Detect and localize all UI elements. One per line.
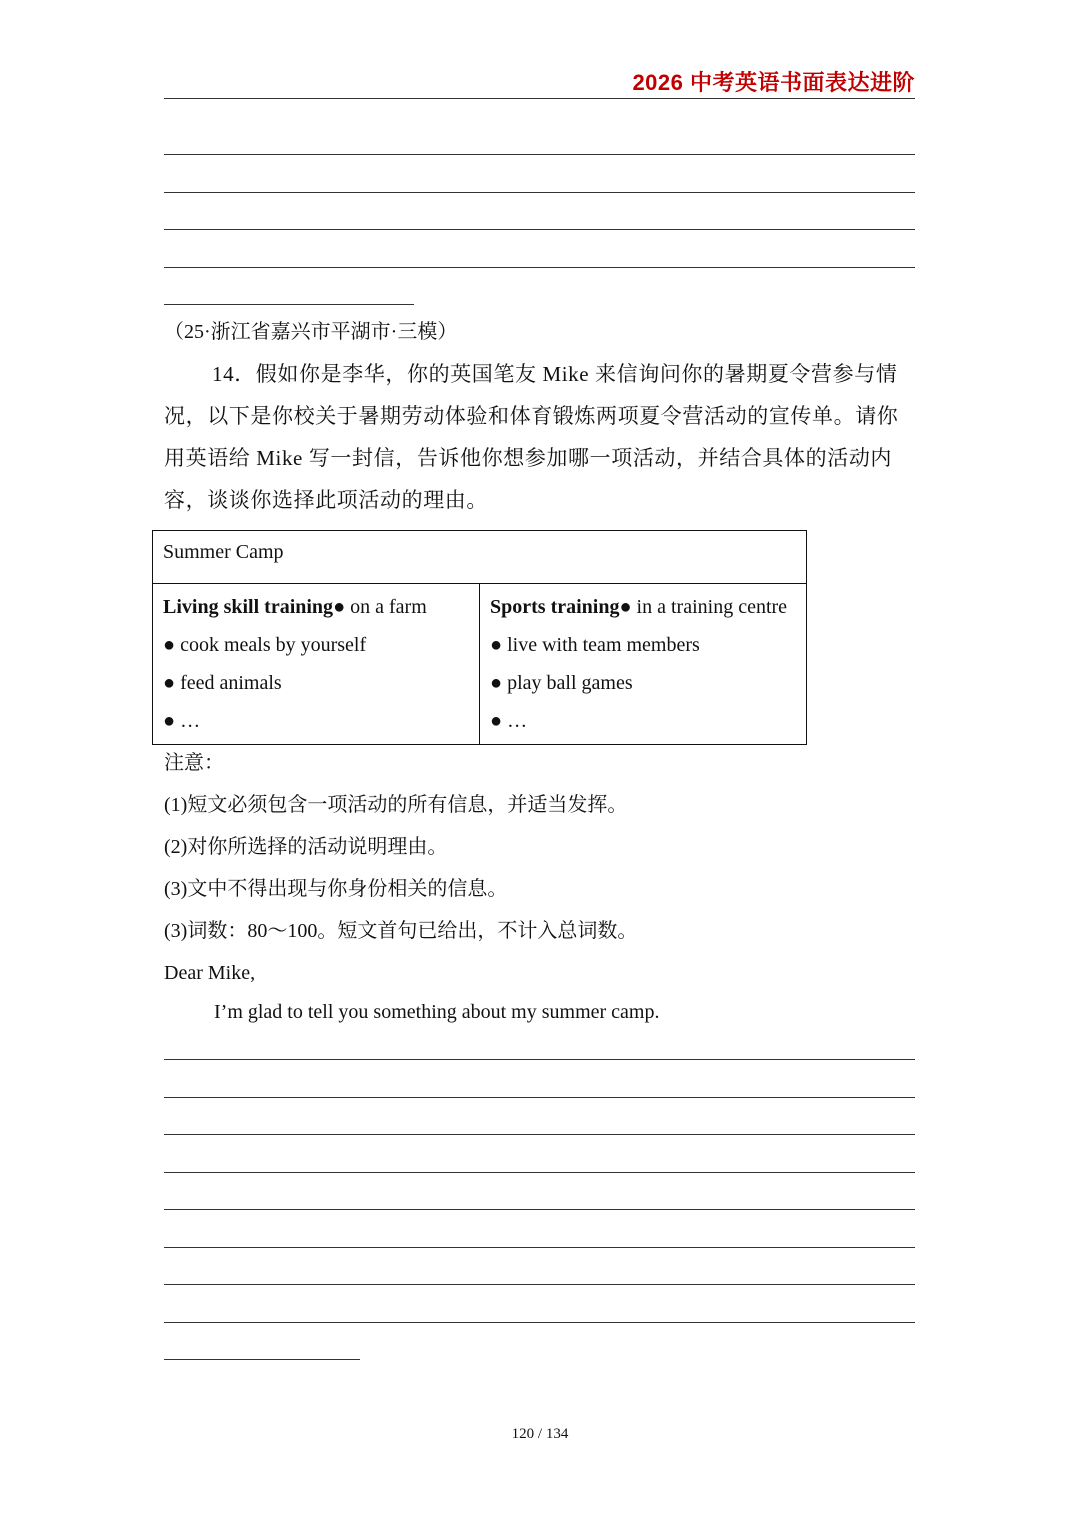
question-prompt: 14．假如你是李华，你的英国笔友 Mike 来信询问你的暑期夏令营参与情况，以下是你校关于暑期劳动体验和体育锻炼两项夏令营活动的宣传单。请你用英语给 Mike 写一封信，告诉他你想参加哪一项活动，并结合具体的活动内容，谈谈你选择此项活动的理由。	[164, 362, 899, 512]
letter-greeting: Dear Mike,	[164, 962, 256, 984]
answer-line	[164, 1172, 915, 1173]
writing-line	[164, 192, 915, 193]
answer-line	[164, 1284, 915, 1285]
note-item: (2)对你所选择的活动说明理由。	[164, 836, 448, 858]
answer-line	[164, 1359, 360, 1360]
sports-training-column	[480, 584, 807, 745]
header-divider	[164, 98, 915, 99]
note-item: (3)词数：80～100。短文首句已给出，不计入总词数。	[164, 920, 638, 942]
answer-line	[164, 1247, 915, 1248]
note-item: (1)短文必须包含一项活动的所有信息，并适当发挥。	[164, 794, 628, 816]
page-number: 120 / 134	[511, 1426, 569, 1442]
list-item: ● …	[163, 710, 201, 732]
list-item: ● live with team members	[490, 634, 700, 656]
summer-camp-table	[152, 530, 807, 745]
answer-line	[164, 1134, 915, 1135]
page-header-title: 2026 中考英语书面表达进阶	[632, 70, 915, 95]
answer-line	[164, 1209, 915, 1210]
notes-label: 注意：	[164, 752, 224, 774]
notes-section	[164, 742, 637, 952]
list-item: ● play ball games	[490, 672, 633, 694]
list-item: ● cook meals by yourself	[163, 634, 367, 656]
letter-opening: I’m glad to tell you something about my summer camp.	[214, 1001, 660, 1023]
writing-line	[164, 229, 915, 230]
column-heading	[490, 588, 796, 626]
question-source: （25·浙江省嘉兴市平湖市·三模）	[164, 321, 458, 343]
writing-line	[164, 304, 414, 305]
activity-name: Living skill training	[163, 596, 334, 618]
living-skill-column	[153, 584, 480, 745]
column-heading	[163, 588, 469, 626]
list-item: ● feed animals	[163, 672, 282, 694]
activity-location: ● on a farm	[333, 596, 427, 618]
note-item: (3)文中不得出现与你身份相关的信息。	[164, 878, 508, 900]
list-item: ● …	[490, 710, 528, 732]
activity-location: ● in a training centre	[619, 596, 788, 618]
table-title: Summer Camp	[153, 531, 807, 584]
writing-line	[164, 154, 915, 155]
answer-line	[164, 1322, 915, 1323]
activity-name: Sports training	[490, 596, 620, 618]
answer-line	[164, 1097, 915, 1098]
answer-line	[164, 1059, 915, 1060]
writing-line	[164, 267, 915, 268]
